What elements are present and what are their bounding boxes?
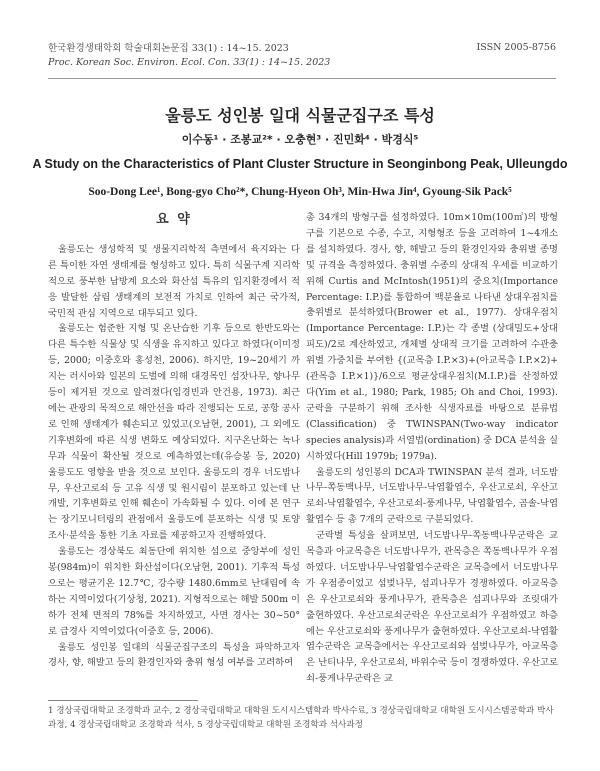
journal-citation-ko: 한국환경생태학회 학술대회논문집 33(1) : 14~15. 2023 [48,43,289,54]
authors-english: Soo-Dong Lee¹, Bong-gyo Cho²*, Chung-Hyeon Oh³, Min-Hwa Jin⁴, Gyoung-Sik Pack⁵ [88,186,512,198]
left-column [48,210,300,671]
paper-title-english: A Study on the Characteristics of Plant Cluster Structure in Seonginbong Peak, Ulleungdo [32,157,568,171]
authors-korean: 이수동¹ · 조봉교²* · 오충현³ · 진민화⁴ · 박경식⁵ [181,133,419,146]
body-paragraph: 군락별 특성을 살펴보면, 너도밤나무-쪽동백나무군락은 교목층과 아교목층은 너도밤나무가, 관목층은 쪽동백나무가 우점하였다. 너도밤나무-낙엽활엽수군락은 교목층에서 너도밤나무가 우점종이었고 섬벚나무, 섬괴나무가 경쟁하였다. 아교목층은 우산고로쇠와 풍게나무가, 관목층은 섬괴나무와 조릿대가 출현하였다. 우산고로쇠군락은 우산고로쇠가 우점하였고 하층에는 우산고로쇠와 풍게나무가 출현하였다. 우산고로쇠-낙엽활엽수군락은 교목층에서는 우산고로쇠와 섬벚나무가, 아교목층은 난티나무, 우산고로쇠, 바위수국 등이 경쟁하였다. 우산고로쇠-풍게나무군락은 교 [306,530,558,685]
journal-citation-en: Proc. Korean Soc. Environ. Ecol. Con. 33(1) : 14~15. 2023 [48,57,331,68]
body-paragraph: 총 34개의 방형구를 설정하였다. 10m×10m(100㎡)의 방형구를 기본으로 수종, 수고, 지형형조 등을 고려하여 1~4개소를 설치하였다. 경사, 향, 해발고 등의 환경인자와 충위별 종명 및 규격을 측정하였다. 충위별 수종의 상대적 우세를 비교하기 위해 Curtis and McIntosh(1951)의 중요치(Importance Percentage: I.P.)를 통합하여 백분율로 나타낸 상대우점치를 충위별로 분석하였다(Brower et al., 1977). 상대우점치(Importance Percentage: I.P.)는 각 종별 (상대밀도+상대피도)/2로 계산하였고, 개체별 상대적 크기를 고려하여 수관충위별 가중치를 부여한 {(교목층 I.P.×3)+(아교목층 I.P.×2)+(관목층 I.P.×1)}/6으로 평균상대우점치(M.I.P.)를 산정하였다(Yim et al., 1980; Park, 1985; Oh and Choi, 1993). 군락을 구분하기 위해 조사한 식생자료를 바탕으로 분류법(Classification) 중 TWINSPAN(Two-way indicator species analysis)과 서열법(ordination) 중 DCA 분석을 실시하였다(Hill 1979b; 1979a). [306,212,559,462]
header-divider [48,78,556,79]
footnote-divider [48,700,198,701]
journal-header [48,42,330,70]
abstract-heading: 요 약 [156,212,192,227]
body-paragraph: 울릉도 성인봉 일대의 식물군집구조의 특성을 파악하고자 경사, 향, 해발고 등의 환경인자와 충위 형성 여부를 고려하여 [48,641,300,669]
issn: ISSN 2005-8756 [476,42,556,53]
footnote: 1 경상국립대학교 조경학과 교수, 2 경상국립대학교 대학원 도시시스템학과 박사수료, 3 경상국립대학교 대학원 도시시스템공학과 박사과정, 4 경상국립대학교 조경학과 석사, 5 경상국립대학교 대학원 조경학과 석사과정 [48,706,554,730]
body-paragraph: 울릉도는 경상북도 최동단에 위치한 섬으로 중앙부에 성인봉(984m)이 위치한 화산섬이다(오남현, 2001). 기후적 특성으로는 평균기온 12.7℃, 강수량 1480.6mm로 난대림에 속하는 지역이었다(기상청, 2021). 지형적으로는 해발 500m 이하가 전체 면적의 78%를 차지하였고, 사면 경사는 30~50° 로 급경사 지역이었다(이중호 등, 2006). [48,546,300,637]
right-column [306,210,558,687]
body-paragraph: 울릉도의 성인봉의 DCA과 TWINSPAN 분석 결과, 너도밤나무-쪽동백나무, 너도밤나무-낙엽활엽수, 우산고로쇠, 우산고로쇠-낙엽활엽수, 우산고로쇠-풍게나무, 낙엽활엽수, 곰솔-낙엽활엽수 등 총 7개의 군락으로 구분되었다. [306,466,558,526]
paper-title-korean: 울릉도 성인봉 일대 식물군집구조 특성 [165,106,435,125]
body-paragraph: 울릉도는 험준한 지형 및 온난습한 기후 등으로 한반도와는 다른 특수한 식물상 및 식생을 유지하고 있다고 하였다(이미정 등, 2000; 이중호와 홍성천, 2006). 하지만, 19~20세기 까지는 러시아와 일본의 도벌에 의해 대경목인 섬잣나무, 향나무 등이 제거된 것으로 알려졌다(임경빈과 안건용, 1973). 최근에는 관광의 목적으로 해안선을 따라 진행되는 도로, 공항 공사로 인해 생태계가 훼손되고 있었고(오남현, 2001), 그 외에도 기후변화에 따른 식생 변화도 예상되었다. 지구온난화는 녹나무과 식물이 확산될 것으로 예측하였는데(유승봉 등, 2020) 울릉도도 영향을 받을 것으로 보인다. 울릉도의 경우 너도밤나무, 우산고로쇠 등 고유 식생 및 원시림이 분포하고 있는데 난개발, 기후변화로 인해 훼손이 가속화될 수 있다. 이에 본 연구는 장기모니터링의 관점에서 울릉도에 분포하는 식생 및 토양 조사·분석을 통한 기초 자료를 제공하고자 진행하였다. [48,323,300,542]
body-paragraph: 울릉도는 생성학적 및 생물지리학적 측면에서 육지와는 다른 특이한 자연 생태계를 형성하고 있다. 특히 식물구계 지리학적으로 풍부한 남방계 요소와 화산섬 특유의 입지환경에서 적응 발달한 삼림 생태계의 보전적 가치로 인하여 최근 국가적, 국민적 관심 지역으로 대두되고 있다. [48,243,300,319]
